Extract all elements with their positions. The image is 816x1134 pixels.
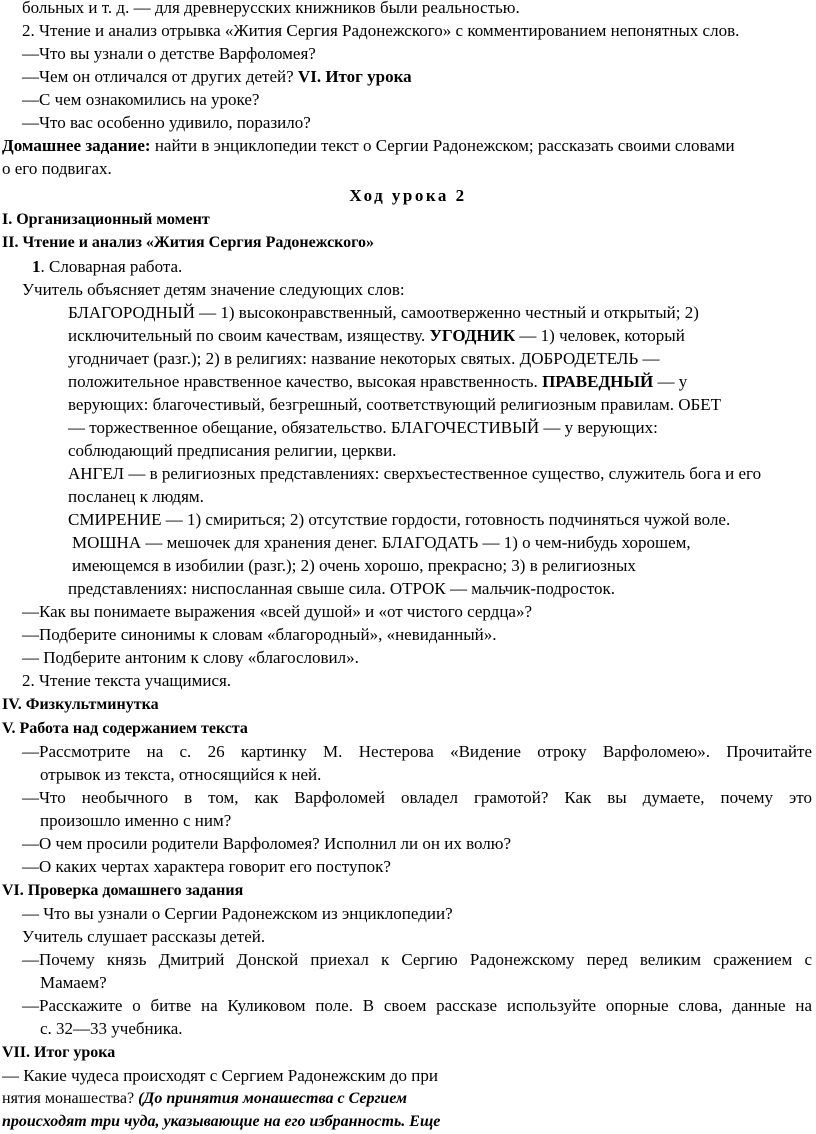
vocabulary-line xyxy=(68,371,687,394)
vocabulary-line: представлениях: ниспосланная свыше сила. ОТРОК — мальчик-подросток. xyxy=(68,579,616,598)
text-line: Учитель объясняет детям значение следующих слов: xyxy=(22,280,405,299)
text-line: —Рассмотрите на с. 26 картинку М. Нестерова «Видение отроку Варфоломею». Прочитайте xyxy=(22,742,812,761)
text-line: —О чем просили родители Варфоломея? Исполнил ли он их волю? xyxy=(22,834,511,853)
vocabulary-text: — у xyxy=(653,372,688,391)
text-line: —Подберите синонимы к словам «благородный», «невиданный». xyxy=(22,625,497,644)
vocabulary-term: ПРАВЕДНЫЙ xyxy=(542,372,654,391)
text-line: 2. Чтение и анализ отрывка «Жития Сергия Радонежского» с комментированием непонятных слов. xyxy=(22,21,740,40)
text-line: отрывок из текста, относящийся к ней. xyxy=(40,765,322,784)
vocabulary-line: верующих: благочестивый, безгрешный, соответствующий религиозным правилам. ОБЕТ xyxy=(68,395,722,414)
section-heading: VI. Итог урока xyxy=(297,67,412,86)
homework-label: Домашнее задание: xyxy=(2,136,151,155)
section-heading: VI. Проверка домашнего задания xyxy=(2,882,244,899)
text-line: больных и т. д. — для древнерусских книжников были реальностью. xyxy=(22,0,520,17)
vocabulary-line xyxy=(68,325,685,348)
vocabulary-line: угодничает (разг.); 2) в религиях: название некоторых святых. ДОБРОДЕТЕЛЬ — xyxy=(68,349,660,368)
question-text: —Чем он отличался от других детей? xyxy=(22,67,298,86)
question-text: нятия монашества? xyxy=(2,1090,139,1107)
text-line: Мамаем? xyxy=(40,973,107,992)
vocabulary-text: — 1) человек, который xyxy=(515,326,685,345)
text-line: о его подвигах. xyxy=(2,159,112,178)
text-line: — Какие чудеса происходят с Сергием Радонежским до при xyxy=(2,1066,438,1085)
vocabulary-line: соблюдающий предписания религии, церкви. xyxy=(68,441,397,460)
lesson-title: Ход урока 2 xyxy=(349,186,467,205)
text-line: —Что вы узнали о детстве Варфоломея? xyxy=(22,44,316,63)
homework-text: найти в энциклопедии текст о Сергии Радонежском; рассказать своими словами xyxy=(150,136,735,155)
vocabulary-line: МОШНА — мешочек для хранения денег. БЛАГОДАТЬ — 1) о чем-нибудь хорошем, xyxy=(72,533,691,552)
homework-line xyxy=(2,135,735,158)
text-line: Учитель слушает рассказы детей. xyxy=(22,927,266,946)
answer-text: (До принятия монашества с Сергием xyxy=(138,1090,407,1107)
section-heading: I. Организационный момент xyxy=(2,211,210,228)
text-line: —С чем ознакомились на уроке? xyxy=(22,90,260,109)
text-line xyxy=(2,1088,407,1111)
text-line: —Что необычного в том, как Варфоломей овладел грамотой? Как вы думаете, почему это xyxy=(22,788,812,807)
text-line: —Почему князь Дмитрий Донской приехал к Сергию Радонежскому перед великим сражением с xyxy=(22,950,812,969)
answer-text: происходят три чуда, указывающие на его избранность. Еще xyxy=(2,1113,441,1130)
section-heading: V. Работа над содержанием текста xyxy=(2,720,248,737)
vocabulary-text: положительное нравственное качество, высокая нравственность. xyxy=(68,372,543,391)
item-title: . Словарная работа. xyxy=(40,257,183,276)
vocabulary-line: БЛАГОРОДНЫЙ — 1) высоконравственный, самоотверженно честный и открытый; 2) xyxy=(68,303,699,322)
text-line: произошло именно с ним? xyxy=(40,811,232,830)
vocabulary-line: СМИРЕНИЕ — 1) смириться; 2) отсутствие гордости, готовность подчиняться чужой воле. xyxy=(68,510,731,529)
text-line: —О каких чертах характера говорит его поступок? xyxy=(22,857,391,876)
text-line: 2. Чтение текста учащимися. xyxy=(22,671,232,690)
text-line: — Подберите антоним к слову «благословил». xyxy=(22,648,359,667)
text-line: —Как вы понимаете выражения «всей душой» и «от чистого сердца»? xyxy=(22,602,533,621)
vocabulary-line: имеющемся в изобилии (разг.); 2) очень хорошо, прекрасно; 3) в религиозных xyxy=(72,556,636,575)
vocabulary-line: — торжественное обещание, обязательство. БЛАГОЧЕСТИВЫЙ — у верующих: xyxy=(68,418,658,437)
vocabulary-term: УГОДНИК xyxy=(429,326,516,345)
vocabulary-line: посланец к людям. xyxy=(68,487,204,506)
vocabulary-text: исключительный по своим качествам, изяществу. xyxy=(68,326,430,345)
text-line xyxy=(22,66,412,89)
text-line: —Что вас особенно удивило, поразило? xyxy=(22,113,311,132)
section-heading: IV. Физкультминутка xyxy=(2,696,159,713)
text-line: — Что вы узнали о Сергии Радонежском из энциклопедии? xyxy=(22,904,453,923)
text-line: с. 32—33 учебника. xyxy=(40,1019,183,1038)
item-number: 1 xyxy=(32,257,41,276)
text-line: —Расскажите о битве на Куликовом поле. В своем рассказе используйте опорные слова, данные на xyxy=(22,996,812,1015)
section-heading: VII. Итог урока xyxy=(2,1044,116,1061)
section-heading: II. Чтение и анализ «Жития Сергия Радонежского» xyxy=(2,234,375,251)
vocabulary-line: АНГЕЛ — в религиозных представлениях: сверхъестественное существо, служитель бога и его xyxy=(68,464,762,483)
text-line xyxy=(32,256,182,279)
